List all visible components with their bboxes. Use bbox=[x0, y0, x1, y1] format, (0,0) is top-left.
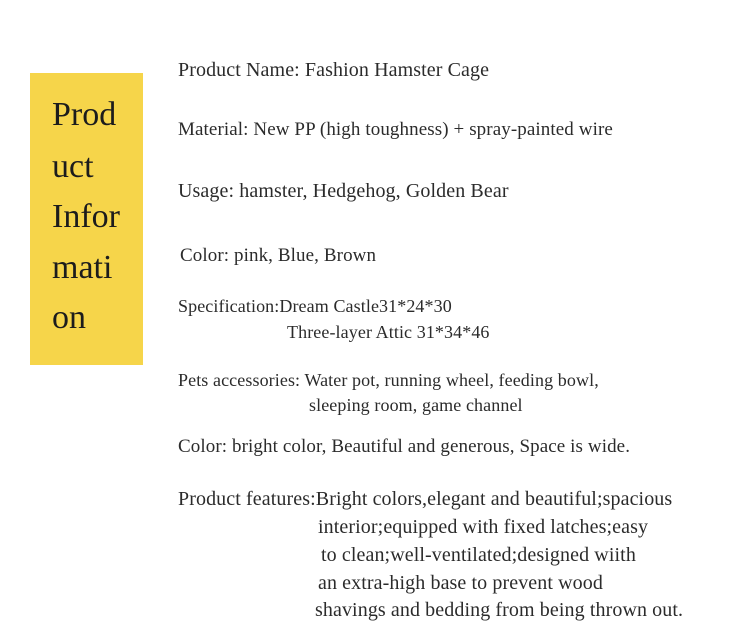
features-text: Product features:Bright colors,elegant and beautiful;spacious bbox=[178, 488, 673, 510]
specification-text-continued: Three-layer Attic 31*34*46 bbox=[287, 322, 490, 342]
specification-text: Specification:Dream Castle31*24*30 bbox=[178, 296, 452, 316]
features-text-continued: shavings and bedding from being thrown out. bbox=[315, 599, 684, 621]
badge-line: Infor bbox=[52, 198, 120, 235]
color-text: Color: pink, Blue, Brown bbox=[180, 245, 377, 266]
accessories-text: Pets accessories: Water pot, running wheel, feeding bowl, bbox=[178, 370, 599, 390]
product-name-text: Product Name: Fashion Hamster Cage bbox=[178, 59, 490, 81]
features-text-continued: to clean;well-ventilated;designed wiith bbox=[321, 544, 636, 566]
color-description-text: Color: bright color, Beautiful and generous, Space is wide. bbox=[178, 436, 631, 457]
usage-text: Usage: hamster, Hedgehog, Golden Bear bbox=[178, 180, 509, 202]
accessories-text-continued: sleeping room, game channel bbox=[309, 395, 523, 415]
material-text: Material: New PP (high toughness) + spray-painted wire bbox=[178, 119, 613, 140]
badge-line: on bbox=[52, 299, 86, 336]
product-information-badge bbox=[30, 73, 143, 365]
badge-line: Prod bbox=[52, 96, 117, 133]
badge-line: mati bbox=[52, 249, 113, 286]
features-text-continued: interior;equipped with fixed latches;easy bbox=[318, 516, 649, 538]
badge-line: uct bbox=[52, 148, 94, 185]
features-text-continued: an extra-high base to prevent wood bbox=[318, 572, 603, 594]
